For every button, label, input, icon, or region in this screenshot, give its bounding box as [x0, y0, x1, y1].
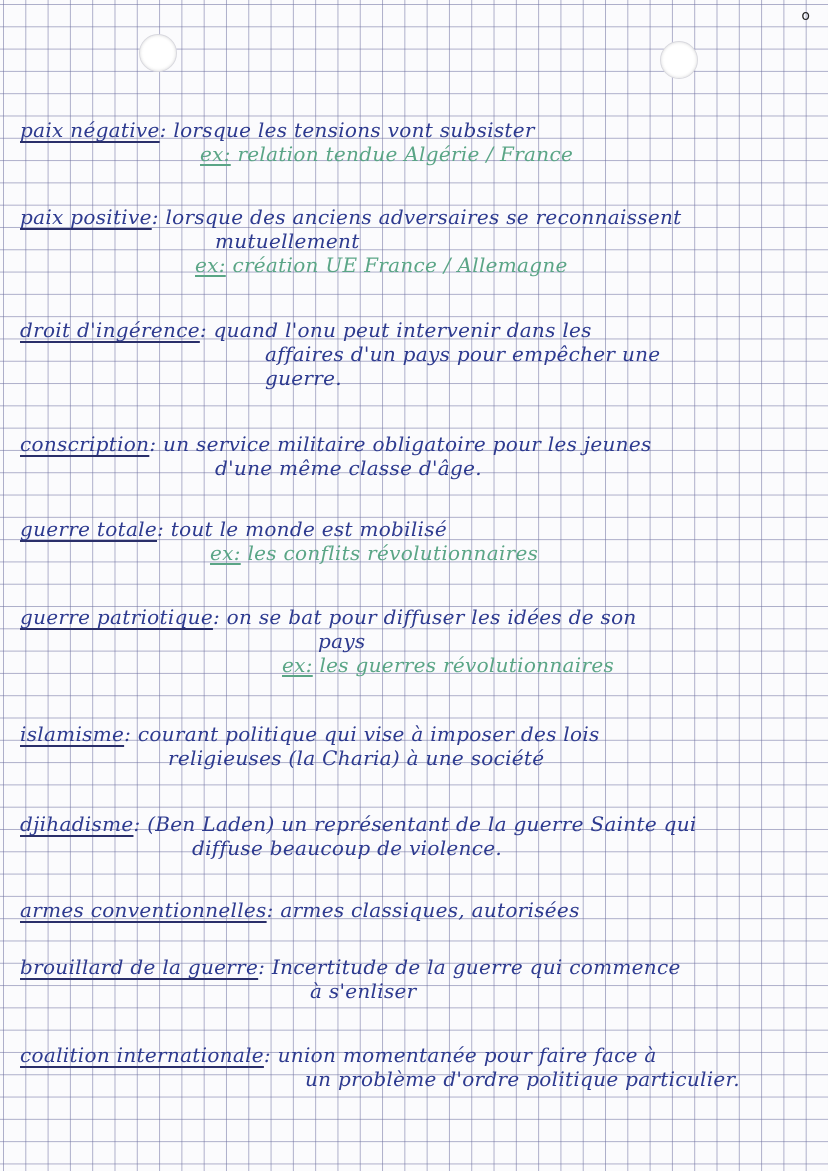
- definition-djihadisme: djihadisme: (Ben Laden) un représentant de la guerre Sainte qui diffuse beaucoup de violence.: [20, 812, 697, 860]
- term: guerre totale: [20, 517, 158, 541]
- definition-text: d'une même classe d'âge.: [215, 456, 482, 480]
- definition-text: Incertitude de la guerre qui commence: [271, 955, 681, 979]
- definition-guerre-totale: guerre totale: tout le monde est mobilisé ex: les conflits révolutionnaires: [20, 517, 539, 565]
- term: armes conventionnelles: [20, 898, 267, 922]
- definition-paix-positive: paix positive: lorsque des anciens adversaires se reconnaissent mutuellement ex: création UE France / Allemagne: [20, 205, 682, 277]
- definition-paix-negative: paix négative: lorsque les tensions vont subsister ex: relation tendue Algérie / France: [20, 118, 574, 166]
- definition-text: un problème d'ordre politique particulier.: [305, 1067, 740, 1091]
- definition-text: (Ben Laden) un représentant de la guerre Sainte qui: [147, 812, 697, 836]
- definition-armes-conventionnelles: armes conventionnelles: armes classiques, autorisées: [20, 898, 580, 922]
- term: guerre patriotique: [20, 605, 213, 629]
- definition-droit-ingerence: droit d'ingérence: quand l'onu peut intervenir dans les affaires d'un pays pour empêcher une guerre.: [20, 318, 661, 390]
- definition-text: lorsque des anciens adversaires se reconnaissent: [165, 205, 682, 229]
- definition-brouillard-guerre: brouillard de la guerre: Incertitude de la guerre qui commence à s'enliser: [20, 955, 681, 1003]
- definition-text: lorsque les tensions vont subsister: [173, 118, 535, 142]
- example: ex: création UE France / Allemagne: [195, 253, 568, 277]
- definition-text: mutuellement: [215, 229, 360, 253]
- definition-text: religieuses (la Charia) à une société: [168, 746, 545, 770]
- term: paix positive: [20, 205, 152, 229]
- definition-conscription: conscription: un service militaire obligatoire pour les jeunes d'une même classe d'âge.: [20, 432, 652, 480]
- term: coalition internationale: [20, 1043, 264, 1067]
- term: djihadisme: [20, 812, 134, 836]
- definition-text: diffuse beaucoup de violence.: [192, 836, 503, 860]
- definition-text: tout le monde est mobilisé: [170, 517, 447, 541]
- definition-text: armes classiques, autorisées: [280, 898, 580, 922]
- corner-mark: o: [801, 8, 810, 24]
- definition-text: affaires d'un pays pour empêcher une: [265, 342, 661, 366]
- example: ex: les conflits révolutionnaires: [210, 541, 539, 565]
- example: ex: relation tendue Algérie / France: [200, 142, 574, 166]
- definition-coalition-internationale: coalition internationale: union momentanée pour faire face à un problème d'ordre politique particulier.: [20, 1043, 740, 1091]
- example: ex: les guerres révolutionnaires: [282, 653, 615, 677]
- punch-hole-left: [139, 34, 177, 72]
- definition-text: pays: [318, 629, 366, 653]
- punch-hole-right: [660, 41, 698, 79]
- definition-text: union momentanée pour faire face à: [277, 1043, 657, 1067]
- term: droit d'ingérence: [20, 318, 200, 342]
- definition-text: un service militaire obligatoire pour les jeunes: [163, 432, 652, 456]
- term: paix négative: [20, 118, 160, 142]
- term: conscription: [20, 432, 150, 456]
- term: islamisme: [20, 722, 125, 746]
- definition-text: on se bat pour diffuser les idées de son: [226, 605, 637, 629]
- definition-islamisme: islamisme: courant politique qui vise à imposer des lois religieuses (la Charia) à une société: [20, 722, 600, 770]
- definition-text: quand l'onu peut intervenir dans les: [213, 318, 592, 342]
- term: brouillard de la guerre: [20, 955, 259, 979]
- definition-text: à s'enliser: [310, 979, 417, 1003]
- definition-guerre-patriotique: guerre patriotique: on se bat pour diffuser les idées de son pays ex: les guerres révolutionnaires: [20, 605, 637, 677]
- definition-text: guerre.: [265, 366, 342, 390]
- definition-text: courant politique qui vise à imposer des lois: [137, 722, 600, 746]
